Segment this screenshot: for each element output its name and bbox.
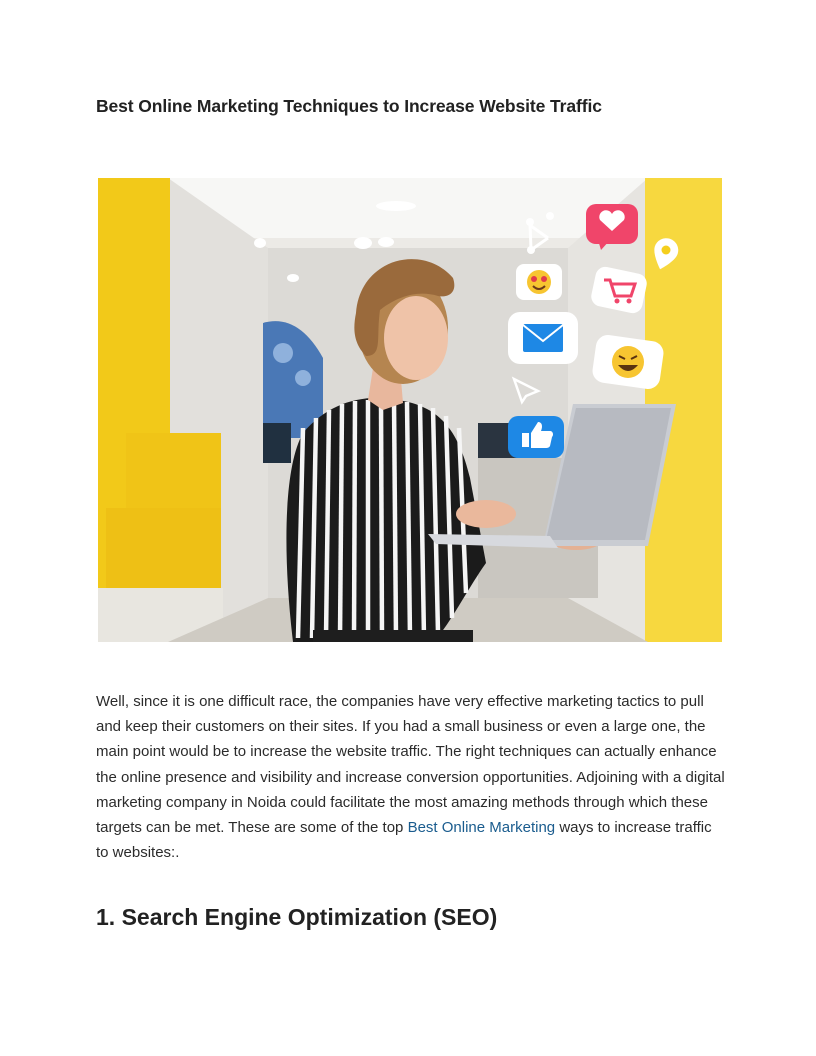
best-online-marketing-link[interactable]: Best Online Marketing — [407, 819, 556, 837]
page-title: Best Online Marketing Techniques to Increase Website Traffic — [96, 96, 602, 116]
heart-eyes-emoji-icon — [516, 264, 562, 300]
thumbs-up-icon — [508, 416, 564, 458]
laughing-emoji-icon — [591, 334, 665, 391]
mail-icon — [508, 312, 578, 364]
hero-image — [98, 178, 722, 642]
intro-text-before-link: Well, since it is one difficult race, the companies have very effective marketing tactics to pull and keep their customers on their sites. If you had a small business or even a large one, the main point would be to increase the website traffic. The right techniques can actually enhance the online presence and visibility and increase conversion opportunities. Adjoining with a digital marketing company in Noida could facilitate the most amazing methods through which these targets can be met. These are some of the top — [96, 693, 725, 837]
intro-paragraph — [96, 689, 726, 865]
section-heading-seo: 1. Search Engine Optimization (SEO) — [96, 904, 498, 930]
heart-bubble-icon — [586, 204, 638, 250]
intro-text-after-link: ways to increase traffic to websites:. — [96, 819, 712, 862]
